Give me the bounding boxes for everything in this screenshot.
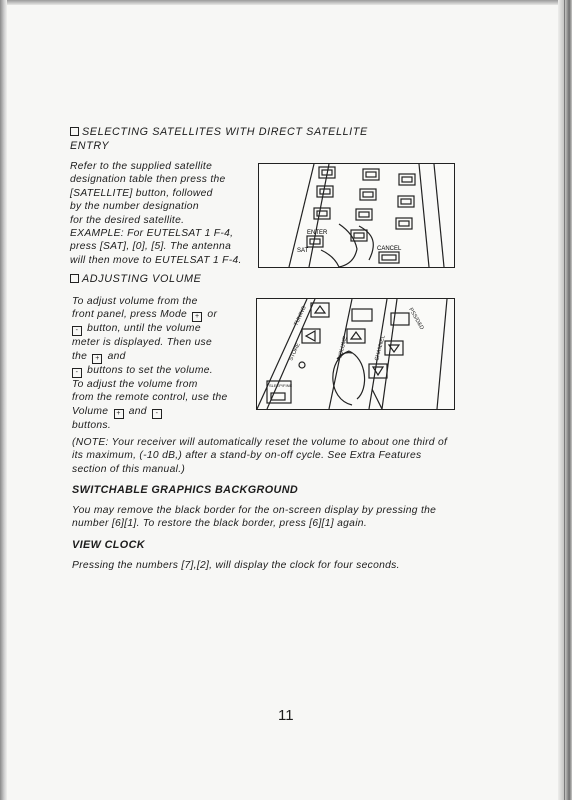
- text-line: will then move to EUTELSAT 1 F-4.: [70, 254, 242, 266]
- front-panel-illustration: [256, 298, 455, 410]
- text-line: To adjust volume from the: [72, 296, 198, 307]
- enter-label: ENTER: [307, 230, 328, 236]
- checkbox-icon: [70, 274, 79, 283]
- text-fragment: Volume: [72, 405, 109, 417]
- volume-instructions: [72, 295, 228, 432]
- text-line: Pressing the numbers [7],[2], will display the clock for four seconds.: [72, 560, 400, 571]
- text-line: its maximum, (-10 dB,) after a stand-by on-off cycle. See Extra Features: [72, 450, 422, 462]
- text-line: section of this manual.): [72, 463, 186, 475]
- text-line: Refer to the supplied satellite: [70, 161, 213, 172]
- tuning-label: TUNING: [293, 305, 308, 327]
- channel-label: CHANNEL: [374, 334, 387, 362]
- text-fragment: and: [128, 405, 147, 417]
- text-line: by the number designation: [70, 201, 199, 213]
- section-heading-graphics-background: SWITCHABLE GRAPHICS BACKGROUND: [72, 484, 299, 496]
- store-label: STORE: [288, 342, 302, 362]
- text-line: meter is displayed. Then use: [72, 337, 213, 349]
- text-line: press [SAT], [0], [5]. The antenna: [70, 241, 232, 253]
- checkbox-icon: [70, 127, 79, 136]
- section-heading-view-clock: VIEW CLOCK: [72, 539, 145, 551]
- volume-label: VOLUME: [337, 335, 349, 360]
- plus-key-icon: +: [192, 312, 202, 322]
- heading-text: ADJUSTING VOLUME: [82, 273, 202, 285]
- text-line: [SATELLITE] button, followed: [70, 187, 213, 199]
- text-fragment: front panel, press Mode: [72, 309, 188, 321]
- text-line: [72, 322, 228, 336]
- plus-key-icon: +: [114, 409, 124, 419]
- minus-key-icon: -: [72, 368, 82, 378]
- text-line: (NOTE: Your receiver will automatically reset the volume to about one third of: [72, 437, 448, 448]
- page-top-edge: [0, 0, 572, 5]
- section-heading-volume: [70, 273, 201, 287]
- minus-key-icon: -: [152, 409, 162, 419]
- text-line: [72, 364, 228, 378]
- text-fragment: the: [72, 350, 88, 362]
- heading-text-line2: ENTRY: [70, 139, 110, 152]
- text-line: To adjust the volume from: [72, 378, 198, 390]
- volume-note: [72, 436, 447, 476]
- text-line: EXAMPLE: For EUTELSAT 1 F-4,: [70, 228, 234, 240]
- section-heading-satellites: [70, 126, 368, 154]
- page-binding-edge: [558, 0, 572, 800]
- cancel-label: CANCEL: [377, 246, 402, 252]
- remote-keypad-drawing: [259, 164, 454, 267]
- remote-keypad-illustration: [258, 163, 455, 268]
- text-line: [72, 350, 228, 364]
- pss-label: PSS/D&D: [407, 307, 425, 331]
- text-line: [72, 405, 228, 419]
- view-clock-text: [72, 559, 400, 572]
- text-line: [72, 308, 228, 322]
- satellite-instructions: [70, 160, 242, 267]
- text-line: You may remove the black border for the on-screen display by pressing the: [72, 505, 437, 516]
- text-fragment: button, until the volume: [87, 323, 201, 335]
- front-panel-drawing: [257, 299, 454, 409]
- text-line: designation table then press the: [70, 174, 226, 186]
- text-line: from the remote control, use the: [72, 392, 228, 404]
- heading-text: SELECTING SATELLITES WITH DIRECT SATELLITE: [82, 126, 368, 138]
- text-fragment: and: [107, 350, 126, 362]
- page-left-edge: [0, 0, 7, 800]
- sat-label: SAT: [297, 248, 309, 254]
- graphics-background-text: [72, 504, 436, 531]
- text-line: number [6][1]. To restore the black border, press [6][1] again.: [72, 518, 367, 530]
- text-fragment: or: [207, 309, 218, 321]
- page-number: 11: [278, 707, 294, 724]
- text-line: buttons.: [72, 419, 112, 431]
- minus-key-icon: -: [72, 326, 82, 336]
- text-line: for the desired satellite.: [70, 214, 185, 226]
- plus-key-icon: +: [92, 354, 102, 364]
- text-fragment: buttons to set the volume.: [87, 364, 213, 376]
- fine-label: SLEEP/FINE: [269, 383, 293, 388]
